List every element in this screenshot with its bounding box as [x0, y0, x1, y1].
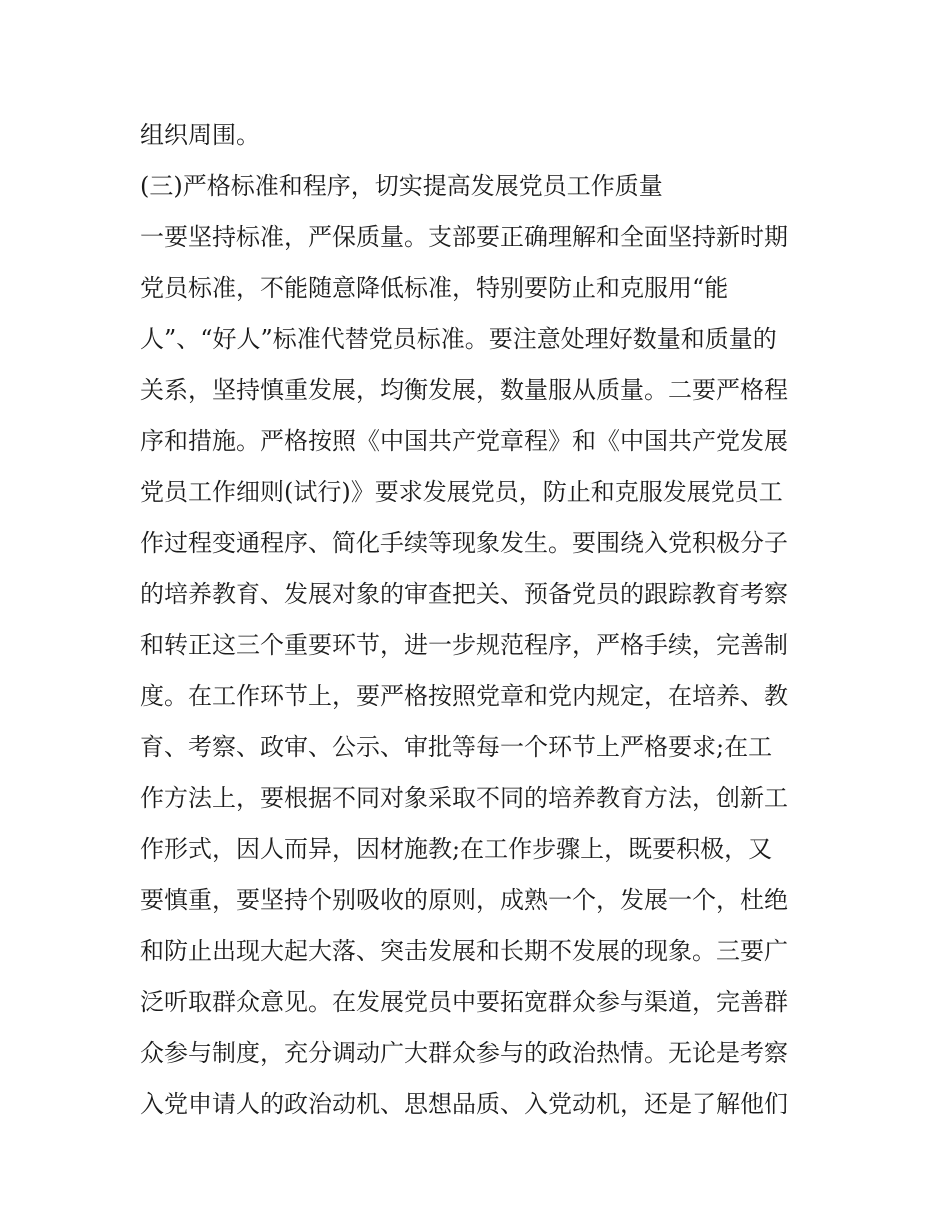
text-line: 要慎重，要坚持个别吸收的原则，成熟一个，发展一个，杜绝	[140, 886, 788, 914]
text-line: 关系，坚持慎重发展，均衡发展，数量服从质量。二要严格程	[140, 376, 788, 404]
text-line: 入党申请人的政治动机、思想品质、入党动机，还是了解他们	[140, 1090, 788, 1118]
text-line: 作过程变通程序、简化手续等现象发生。要围绕入党积极分子	[140, 529, 788, 557]
text-line: 人”、“好人”标准代替党员标准。要注意处理好数量和质量的	[140, 325, 777, 353]
text-line: 作方法上，要根据不同对象采取不同的培养教育方法，创新工	[140, 784, 788, 812]
text-line: 一要坚持标准，严保质量。支部要正确理解和全面坚持新时期	[140, 223, 788, 251]
text-line: 众参与制度，充分调动广大群众参与的政治热情。无论是考察	[140, 1039, 788, 1067]
text-line: 序和措施。严格按照《中国共产党章程》和《中国共产党发展	[140, 427, 788, 455]
text-line: 泛听取群众意见。在发展党员中要拓宽群众参与渠道，完善群	[140, 988, 788, 1016]
text-line: 和转正这三个重要环节，进一步规范程序，严格手续，完善制	[140, 631, 788, 659]
body-text	[140, 110, 840, 1130]
text-line: 的培养教育、发展对象的审查把关、预备党员的跟踪教育考察	[140, 580, 788, 608]
text-line: 党员工作细则(试行)》要求发展党员，防止和克服发展党员工	[140, 478, 783, 506]
text-line: 党员标准，不能随意降低标准，特别要防止和克服用“能	[140, 274, 729, 302]
text-line: 和防止出现大起大落、突击发展和长期不发展的现象。三要广	[140, 937, 788, 965]
text-line: 作形式，因人而异，因材施教;在工作步骤上，既要积极，又	[140, 835, 773, 863]
text-line: 度。在工作环节上，要严格按照党章和党内规定，在培养、教	[140, 682, 788, 710]
section-heading: (三)严格标准和程序，切实提高发展党员工作质量	[140, 172, 663, 200]
text-line: 育、考察、政审、公示、审批等每一个环节上严格要求;在工	[140, 733, 773, 761]
text-line: 组织周围。	[140, 121, 260, 149]
